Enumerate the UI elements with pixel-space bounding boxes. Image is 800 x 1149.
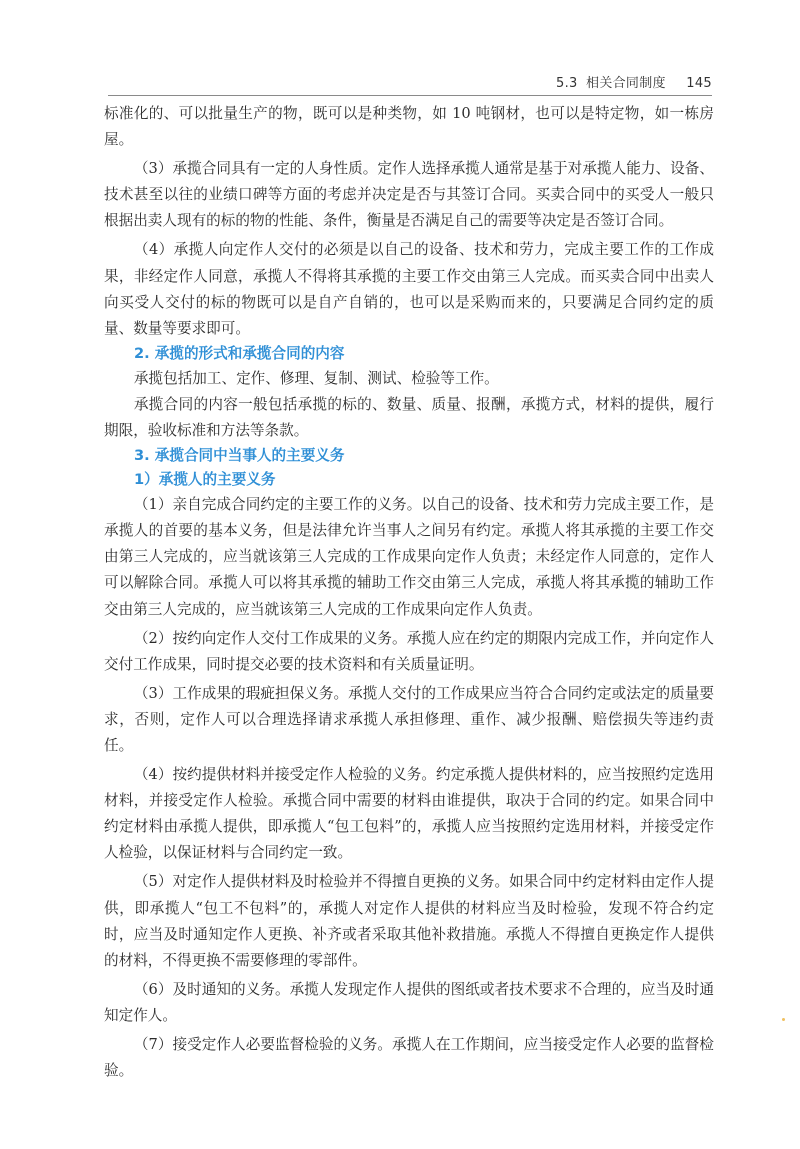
section-number: 5.3	[556, 76, 578, 91]
body-text	[104, 101, 714, 1084]
paragraph-personal-nature: （3）承揽合同具有一定的人身性质。定作人选择承揽人通常是基于对承揽人能力、设备、技术甚至以往的业绩口碑等方面的考虑并决定是否与其签订合同。买卖合同中的买受人一般只根据出卖人现有的标的物的性能、条件，衡量是否满足自己的需要等决定是否签订合同。	[104, 160, 714, 230]
paragraph-continued: 标准化的、可以批量生产的物，既可以是种类物，如 10 吨钢材，也可以是特定物，如一栋房屋。	[104, 105, 714, 149]
subheading-contractor-obligations: 1）承揽人的主要义务	[134, 471, 276, 489]
obligation-item: （2）按约向定作人交付工作成果的义务。承揽人应在约定的期限内完成工作，并向定作人交付工作成果，同时提交必要的技术资料和有关质量证明。	[104, 629, 714, 673]
edge-speck	[782, 1018, 785, 1021]
running-header	[556, 72, 712, 91]
paragraph-own-equipment: （4）承揽人向定作人交付的必须是以自己的设备、技术和劳力，完成主要工作的工作成果，非经定作人同意，承揽人不得将其承揽的主要工作交由第三人完成。而买卖合同中出卖人向买受人交付的标的物既可以是自产自销的，也可以是采购而来的，只要满足合同约定的质量、数量等要求即可。	[104, 241, 714, 337]
paragraph-content: 承揽合同的内容一般包括承揽的标的、数量、质量、报酬，承揽方式，材料的提供，履行期限，验收标准和方法等条款。	[104, 395, 714, 440]
heading-forms-and-content: 2. 承揽的形式和承揽合同的内容	[134, 344, 345, 362]
section-title: 相关合同制度	[586, 76, 666, 91]
header-divider	[108, 95, 712, 96]
obligation-item: （4）按约提供材料并接受定作人检验的义务。约定承揽人提供材料的，应当按照约定选用材料，并接受定作人检验。承揽合同中需要的材料由谁提供，取决于合同的约定。如果合同中约定材料由承揽人提供，即承揽人“包工包料”的，承揽人应当按照约定选用材料，并接受定作人检验，以保证材料与合同约定一致。	[104, 766, 714, 862]
obligation-item: （3）工作成果的瑕疵担保义务。承揽人交付的工作成果应当符合合同约定或法定的质量要求，否则，定作人可以合理选择请求承揽人承担修理、重作、减少报酬、赔偿损失等违约责任。	[104, 684, 714, 754]
heading-main-obligations: 3. 承揽合同中当事人的主要义务	[134, 447, 345, 465]
obligation-item: （6）及时通知的义务。承揽人发现定作人提供的图纸或者技术要求不合理的，应当及时通知定作人。	[104, 980, 714, 1024]
page-number: 145	[686, 76, 712, 91]
obligation-item: （5）对定作人提供材料及时检验并不得擅自更换的义务。如果合同中约定材料由定作人提供，即承揽人“包工不包料”的，承揽人对定作人提供的材料应当及时检验，发现不符合约定时，应当及时通知定作人更换、补齐或者采取其他补救措施。承揽人不得擅自更换定作人提供的材料，不得更换不需要修理的零部件。	[104, 873, 714, 969]
obligation-item: （7）接受定作人必要监督检验的义务。承揽人在工作期间，应当接受定作人必要的监督检验。	[104, 1036, 714, 1080]
paragraph-forms: 承揽包括加工、定作、修理、复制、测试、检验等工作。	[133, 369, 499, 387]
obligation-item: （1）亲自完成合同约定的主要工作的义务。以自己的设备、技术和劳力完成主要工作，是承揽人的首要的基本义务，但是法律允许当事人之间另有约定。承揽人将其承揽的主要工作交由第三人完成的，应当就该第三人完成的工作成果向定作人负责；未经定作人同意的，定作人可以解除合同。承揽人可以将其承揽的辅助工作交由第三人完成，承揽人将其承揽的辅助工作交由第三人完成的，应当就该第三人完成的工作成果向定作人负责。	[104, 496, 714, 618]
